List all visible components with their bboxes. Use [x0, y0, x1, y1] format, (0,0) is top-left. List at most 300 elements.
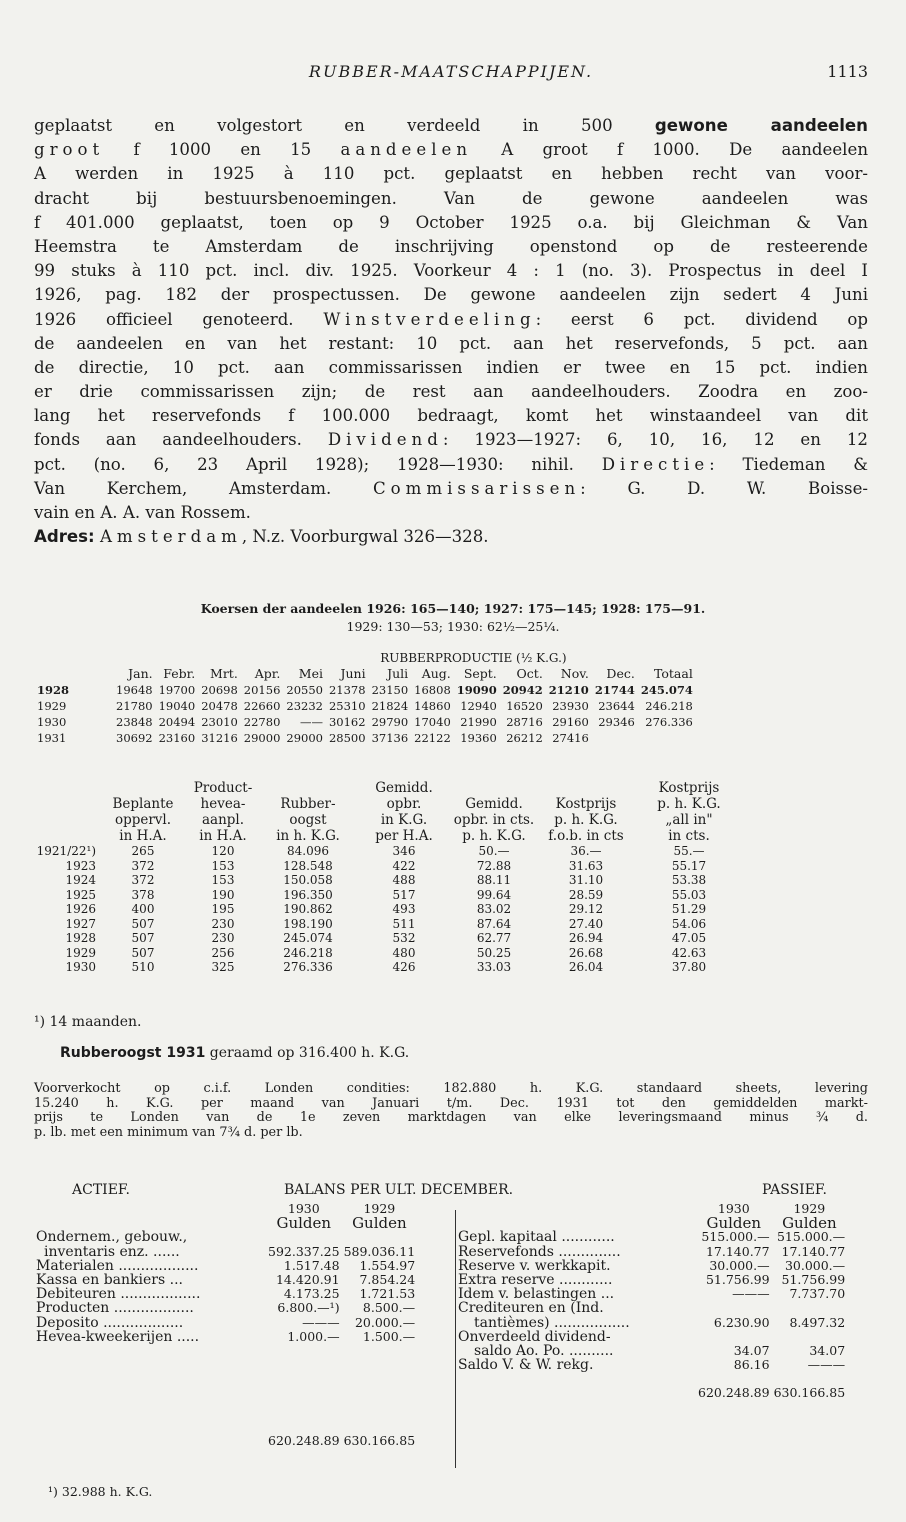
text-run: vain en A. A. van Rossem.	[34, 503, 251, 522]
stats-cell: 256	[211, 945, 235, 960]
body-line	[34, 477, 868, 501]
stats-cell: 493	[392, 902, 416, 916]
balance-total-row	[456, 1386, 847, 1400]
stats-cell: 55.—	[673, 844, 705, 858]
balance-unit: Gulden	[706, 1214, 762, 1233]
text-run: A groot f 1000. De aandeelen	[472, 140, 869, 160]
stats-cell: 42.63	[671, 945, 707, 960]
balance-value-1929: 1.554.97	[359, 1257, 416, 1273]
rp-cell: 20494	[158, 715, 196, 729]
stats-cell: 55.17	[671, 858, 707, 873]
body-line	[34, 187, 868, 211]
stats-cell: 1929	[65, 945, 96, 960]
body-line	[34, 501, 868, 525]
text-run: 1926 officieel genoteerd.	[34, 309, 324, 329]
stats-cell: 55.03	[671, 887, 707, 902]
rp-cell: 19090	[456, 683, 497, 697]
stats-header-cell: opbr. in cts.	[453, 812, 535, 828]
text-run: de aandeelen en van het restant: 10 pct. aan het reservefonds, 5 pct. aan	[34, 333, 868, 353]
stats-cell: 31.63	[568, 858, 604, 873]
text-run: fonds aan aandeelhouders.	[34, 430, 328, 450]
stats-cell: 265	[131, 844, 155, 858]
stats-cell: 26.94	[568, 931, 604, 945]
stats-cell: 153	[211, 873, 235, 887]
balance-value-1930: 6.230.90	[713, 1314, 770, 1330]
rp-cell: 20942	[502, 683, 543, 697]
balance-row	[456, 1330, 847, 1344]
rp-cell: 22780	[243, 715, 281, 729]
text-run: : eerst 6 pct. dividend op	[535, 309, 868, 329]
balance-label: saldo Ao. Po. ..........	[474, 1343, 614, 1360]
rp-cell: ——	[299, 715, 323, 729]
stats-header-cell: oppervl.	[114, 812, 172, 828]
stats-cell: 245.074	[283, 931, 333, 945]
body-line	[34, 356, 868, 380]
stats-cell: 346	[392, 844, 416, 858]
stats-header-cell: in cts.	[668, 828, 710, 844]
stats-header-cell: oogst	[289, 812, 327, 828]
stats-cell: 47.05	[671, 931, 707, 945]
stats-row	[34, 946, 744, 961]
body-line	[34, 404, 868, 428]
stats-header-cell: in h. K.G.	[276, 828, 340, 844]
stats-header-cell: hevea-	[200, 796, 246, 812]
balance-value-1929: 7.854.24	[359, 1272, 416, 1288]
body-line	[34, 380, 868, 404]
balance-value-1929: 1.721.53	[359, 1286, 416, 1302]
text-run: : G. D. W. Boisse-	[580, 478, 869, 498]
balance-row	[456, 1259, 847, 1273]
balance-value-1929: ———	[807, 1357, 846, 1373]
rp-cell: 21780	[116, 699, 153, 713]
stats-cell: 72.88	[476, 858, 512, 873]
stats-header-cell: opbr.	[386, 796, 422, 812]
stats-header-cell	[34, 812, 98, 828]
balance-label: Ondernem., gebouw.,	[36, 1229, 188, 1246]
balance-spacer	[456, 1202, 696, 1216]
rp-cell: 19360	[460, 731, 497, 745]
stats-row	[34, 873, 744, 888]
stats-header-row	[34, 812, 744, 828]
rp-cell: 23848	[116, 715, 153, 729]
rp-cell: 19700	[158, 683, 196, 697]
page-number: 1113	[827, 62, 868, 81]
stats-cell: 510	[131, 960, 155, 974]
rubber-production-caption: RUBBERPRODUCTIE (½ K.G.)	[380, 651, 567, 665]
stats-cell: 26.04	[568, 960, 604, 974]
stats-header-cell	[34, 780, 98, 796]
balance-row	[456, 1344, 847, 1358]
stats-cell: 400	[131, 902, 155, 916]
stats-header-cell: Kostprijs	[555, 796, 617, 812]
balance-value-1929: 7.737.70	[789, 1286, 846, 1302]
rp-cell: 21824	[371, 699, 409, 713]
balance-row	[456, 1287, 847, 1301]
text-run: Adres:	[34, 527, 95, 547]
stats-cell: 1924	[65, 873, 96, 887]
rp-month-header: Totaal	[654, 666, 693, 681]
rp-cell: 23150	[371, 683, 409, 697]
balance-header	[72, 1182, 868, 1202]
body-line	[34, 283, 868, 307]
balance-row	[34, 1287, 417, 1301]
stats-header-cell: „all in"	[665, 812, 713, 828]
balance-row	[34, 1330, 417, 1344]
balance-value-1930: 14.420.91	[275, 1272, 340, 1288]
balance-value-1929: 20.000.—	[354, 1314, 416, 1330]
rp-cell: 26212	[506, 731, 543, 745]
rp-row	[34, 698, 696, 714]
balance-year: 1930	[717, 1201, 750, 1216]
balance-value-1930: 1.517.48	[283, 1257, 340, 1273]
balance-row	[34, 1301, 417, 1315]
body-line	[34, 428, 868, 452]
balance-value-1929	[342, 1230, 418, 1244]
page-header	[34, 62, 868, 86]
balance-spacer-row	[34, 1344, 417, 1434]
rp-cell: 28500	[328, 731, 366, 745]
stats-cell: 378	[131, 887, 155, 902]
text-run: : Tiedeman &	[709, 454, 868, 474]
text-run: geplaatst en volgestort en verdeeld in 500	[34, 116, 655, 135]
rp-cell: 27416	[552, 731, 589, 745]
actief-label: ACTIEF.	[72, 1182, 130, 1198]
balance-label: Reserve v. werkkapit.	[458, 1257, 611, 1274]
rp-cell: 20156	[243, 683, 281, 697]
rp-cell: 29000	[243, 731, 281, 745]
rp-year: 1929	[37, 699, 67, 713]
stats-row	[34, 844, 744, 859]
stats-cell: 532	[392, 931, 416, 945]
balance-value-1930: 34.07	[733, 1343, 770, 1359]
stats-cell: 198.190	[283, 916, 333, 931]
balance-value-1929: 51.756.99	[781, 1272, 846, 1288]
balance-label: Deposito ..................	[36, 1314, 184, 1331]
stats-cell: 422	[392, 858, 416, 873]
stats-header-cell: in H.A.	[199, 828, 247, 844]
stats-header-cell: in H.A.	[119, 828, 167, 844]
balance-row	[456, 1230, 847, 1244]
text-run: gewone aandeelen	[654, 116, 868, 135]
rubberoogst-label: Rubberoogst 1931	[60, 1045, 206, 1061]
stats-cell: 26.68	[568, 945, 604, 960]
balance-unit: Gulden	[352, 1214, 407, 1233]
stats-cell: 1921/22¹)	[36, 844, 96, 858]
body-line	[34, 235, 868, 259]
balance-total-1929: 630.166.85	[343, 1433, 416, 1449]
rp-cell: 246.218	[645, 699, 693, 713]
rp-cell: 21990	[460, 715, 497, 729]
stats-header-row	[34, 796, 744, 812]
rp-cell: 21744	[594, 683, 635, 697]
balance-unit-row	[456, 1216, 847, 1230]
balance-value-1929: 17.140.77	[781, 1243, 846, 1259]
rp-cell: 28716	[506, 715, 543, 729]
rp-header-row	[34, 666, 696, 682]
share-prices	[0, 600, 906, 636]
balance-value-1929	[772, 1330, 848, 1344]
rp-month-header: Mrt.	[210, 666, 238, 681]
rp-cell: 29000	[286, 731, 323, 745]
stats-header-cell: p. h. K.G.	[554, 812, 618, 828]
stats-cell: 246.218	[283, 945, 333, 960]
stats-cell: 1925	[65, 887, 96, 902]
stats-cell: 33.03	[476, 960, 512, 974]
text-run: groot	[34, 140, 105, 160]
text-run: 1926, pag. 182 der prospectussen. De gewone aandeelen zijn sedert 4 Juni	[34, 285, 868, 305]
passief-label: PASSIEF.	[762, 1182, 827, 1198]
balance-row	[456, 1245, 847, 1259]
balance-row	[456, 1273, 847, 1287]
body-line	[34, 332, 868, 356]
stats-header-cell: Rubber-	[280, 796, 336, 812]
stats-cell: 1926	[65, 902, 96, 916]
balance-value-1930: 86.16	[733, 1357, 770, 1373]
text-run: 99 stuks à 110 pct. incl. div. 1925. Voorkeur 4 : 1 (no. 3). Prospectus in deel I	[34, 261, 868, 281]
text-run: , N.z. Voorburgwal 326—328.	[241, 527, 489, 547]
rp-cell: 16520	[506, 699, 543, 713]
balance-year: 1929	[793, 1201, 826, 1216]
balance-row	[456, 1301, 847, 1315]
stats-header-cell	[258, 780, 358, 796]
balance-value-1930: 51.756.99	[705, 1272, 770, 1288]
balance-label: Idem v. belastingen ...	[458, 1286, 615, 1303]
rp-month-header: Dec.	[606, 666, 635, 681]
rp-cell: 245.074	[640, 683, 693, 697]
balance-spacer-row	[456, 1372, 847, 1386]
stats-header-cell	[450, 780, 538, 796]
balance-value-1929	[772, 1301, 848, 1315]
balance-value-1930	[696, 1330, 772, 1344]
forward-sales-line: p. lb. met een minimum van 7¾ d. per lb.	[34, 1124, 303, 1140]
balance-label: Producten ..................	[36, 1300, 194, 1317]
balance-value-1930: 30.000.—	[709, 1257, 770, 1273]
stats-cell: 488	[392, 873, 416, 887]
rp-cell: 20550	[286, 683, 323, 697]
balance-row	[456, 1358, 847, 1372]
rp-row	[34, 682, 696, 698]
rp-cell: 20698	[201, 683, 238, 697]
balance-spacer	[34, 1344, 266, 1434]
balance-value-1930: 17.140.77	[705, 1243, 770, 1259]
rp-cell: 20478	[201, 699, 238, 713]
stats-header-cell	[34, 828, 98, 844]
stats-cell: 1927	[65, 916, 96, 931]
stats-header-cell: p. h. K.G.	[657, 796, 721, 812]
balance-value-1929: 8.497.32	[789, 1314, 846, 1330]
text-run: : 1923—1927: 6, 10, 16, 12 en 12	[442, 430, 868, 450]
balance-value-1929: 30.000.—	[784, 1257, 846, 1273]
rp-month-header: Mei	[298, 666, 323, 681]
balance-assets	[34, 1202, 417, 1448]
rp-month-header: Juli	[387, 666, 409, 681]
balance-label: Onverdeeld dividend-	[458, 1328, 611, 1345]
stats-cell: 31.10	[568, 873, 604, 887]
stats-cell: 87.64	[476, 916, 512, 931]
stats-cell: 195	[211, 902, 235, 916]
stats-row	[34, 902, 744, 917]
rp-cell: 22122	[414, 731, 451, 745]
balance-value-1930: 1.000.—	[287, 1328, 340, 1344]
stats-cell: 153	[211, 858, 235, 873]
rp-cell: 30692	[116, 731, 153, 745]
stats-cell: 1923	[65, 858, 96, 873]
balance-label: tantièmes) .................	[474, 1314, 630, 1331]
rp-year: 1930	[37, 715, 67, 729]
stats-row	[34, 888, 744, 903]
balance-spacer	[456, 1386, 696, 1400]
stats-cell: 1930	[65, 960, 96, 974]
balance-total-1929: 630.166.85	[773, 1385, 846, 1401]
stats-cell: 83.02	[476, 902, 512, 916]
text-run: dracht bij bestuursbenoemingen. Van de gewone aandeelen was	[34, 188, 868, 208]
rp-year: 1931	[37, 731, 67, 745]
rp-cell: 23930	[552, 699, 589, 713]
balance-label: Crediteuren en (Ind.	[458, 1300, 604, 1317]
share-prices-line-1: Koersen der aandeelen 1926: 165—140; 1927: 175—145; 1928: 175—91.	[200, 601, 706, 616]
rp-cell: 22660	[243, 699, 281, 713]
balance-row	[34, 1230, 417, 1244]
forward-sales-line: prijs te Londen van de 1e zeven marktdagen van elke leveringsmaand minus ¾ d.	[34, 1110, 868, 1126]
rp-cell: 17040	[414, 715, 451, 729]
balance-label: Gepl. kapitaal ............	[458, 1229, 615, 1246]
text-run: lang het reservefonds f 100.000 bedraagt, komt het winstaandeel van dit	[34, 406, 868, 426]
balance-total-1930: 620.248.89	[268, 1433, 340, 1449]
stats-footnote: ¹) 14 maanden.	[34, 1014, 142, 1030]
stats-cell: 51.29	[671, 902, 707, 916]
text-run: Van Kerchem, Amsterdam.	[34, 478, 373, 498]
body-line	[34, 525, 868, 549]
balance-value-1929: 1.500.—	[362, 1328, 416, 1344]
stats-cell: 88.11	[476, 873, 512, 887]
balance-row	[34, 1273, 417, 1287]
rp-month-header: Aug.	[421, 666, 451, 681]
stats-header-cell: p. h. K.G.	[462, 828, 526, 844]
stats-cell: 480	[392, 945, 416, 960]
balance-unit: Gulden	[782, 1214, 837, 1233]
stats-cell: 99.64	[476, 887, 512, 902]
rp-month-header: Apr.	[254, 666, 281, 681]
text-run: Dividend	[327, 430, 443, 450]
body-line	[34, 308, 868, 332]
stats-header-row	[34, 828, 744, 844]
rp-cell: 23232	[286, 699, 323, 713]
text-run: er drie commissarissen zijn; de rest aan aandeelhouders. Zoodra en zoo-	[34, 382, 868, 402]
stats-row	[34, 960, 744, 975]
body-line	[34, 211, 868, 235]
text-run: A werden in 1925 à 110 pct. geplaatst en hebben recht van voor-	[34, 164, 868, 184]
stats-header-cell: Product-	[193, 780, 253, 796]
balance-total-row	[34, 1434, 417, 1448]
rp-cell: 16808	[414, 683, 451, 697]
text-run: aandeelen	[340, 140, 473, 160]
text-run: Winstverdeeling	[323, 309, 536, 329]
stats-header-cell: per H.A.	[375, 828, 433, 844]
stats-cell: 190.862	[283, 902, 333, 916]
rp-cell: 30162	[328, 715, 366, 729]
balance-value-1929: 515.000.—	[776, 1229, 846, 1245]
rp-cell: 14860	[414, 699, 451, 713]
text-run: f 1000 en 15	[104, 140, 341, 160]
balance-value-1929: 8.500.—	[362, 1300, 416, 1316]
balance-year: 1930	[287, 1201, 320, 1216]
stats-cell: 507	[131, 931, 155, 945]
balance-spacer	[34, 1202, 266, 1216]
stats-row	[34, 917, 744, 932]
rubber-production-table	[34, 650, 696, 746]
text-run: de directie, 10 pct. aan commissarissen indien er twee en 15 pct. indien	[34, 357, 868, 377]
rp-cell: 25310	[328, 699, 366, 713]
forward-sales-note	[34, 1082, 868, 1140]
stats-row	[34, 859, 744, 874]
stats-header-row	[34, 780, 744, 796]
rp-year: 1928	[37, 683, 70, 697]
balance-label: Debiteuren ..................	[36, 1286, 201, 1303]
rp-cell: 37136	[371, 731, 409, 745]
stats-cell: 196.350	[283, 887, 333, 902]
stats-cell: 53.38	[671, 873, 707, 887]
balance-footnote: ¹) 32.988 h. K.G.	[48, 1484, 153, 1499]
balance-year: 1929	[363, 1201, 396, 1216]
rp-cell: 31216	[201, 731, 238, 745]
balance-value-1930	[696, 1301, 772, 1315]
stats-header-cell: Gemidd.	[465, 796, 523, 812]
balance-value-1930: ———	[302, 1314, 340, 1330]
rp-month-header: Sept.	[463, 666, 497, 681]
stats-cell: 190	[211, 887, 235, 902]
stats-cell: 54.06	[671, 916, 707, 931]
forward-sales-line: 15.240 h. K.G. per maand van Januari t/m. Dec. 1931 tot den gemiddelden markt-	[34, 1095, 868, 1111]
balance-label: Hevea-kweekerijen .....	[36, 1328, 200, 1345]
stats-cell: 50.—	[478, 844, 510, 858]
rp-corner	[34, 666, 113, 682]
stats-header-cell: f.o.b. in cts	[548, 828, 624, 844]
rp-cell	[592, 730, 638, 746]
stats-cell: 276.336	[283, 960, 333, 974]
body-line	[34, 162, 868, 186]
balance-row	[34, 1259, 417, 1273]
stats-header-cell	[34, 796, 98, 812]
stats-cell: 325	[211, 960, 235, 974]
stats-cell: 517	[392, 887, 416, 902]
stats-cell: 29.12	[568, 902, 604, 916]
rp-month-header: Juni	[340, 666, 366, 681]
stats-header-cell: Kostprijs	[658, 780, 720, 796]
rp-month-header: Oct.	[516, 666, 543, 681]
balance-label: Kassa en bankiers ...	[36, 1272, 183, 1289]
rp-cell: 21378	[328, 683, 366, 697]
balance-value-1930	[266, 1230, 342, 1244]
balance-spacer	[456, 1372, 696, 1386]
balance-value-1930: 4.173.25	[283, 1286, 340, 1302]
balance-row	[34, 1316, 417, 1330]
body-line	[34, 259, 868, 283]
rp-cell: 19648	[116, 683, 153, 697]
rp-row	[34, 714, 696, 730]
stats-cell: 372	[131, 873, 155, 887]
body-line	[34, 138, 868, 162]
rp-cell: 19040	[158, 699, 196, 713]
stats-cell: 27.40	[568, 916, 604, 931]
stats-cell: 150.058	[283, 873, 333, 887]
stats-cell: 507	[131, 916, 155, 931]
text-run: Directie	[601, 454, 710, 474]
rp-cell: 29790	[371, 715, 409, 729]
stats-header-cell	[98, 780, 188, 796]
balance-value-1929: 589.036.11	[343, 1243, 416, 1259]
balance-unit-row	[34, 1216, 417, 1230]
balance-label: Reservefonds ..............	[458, 1243, 621, 1260]
